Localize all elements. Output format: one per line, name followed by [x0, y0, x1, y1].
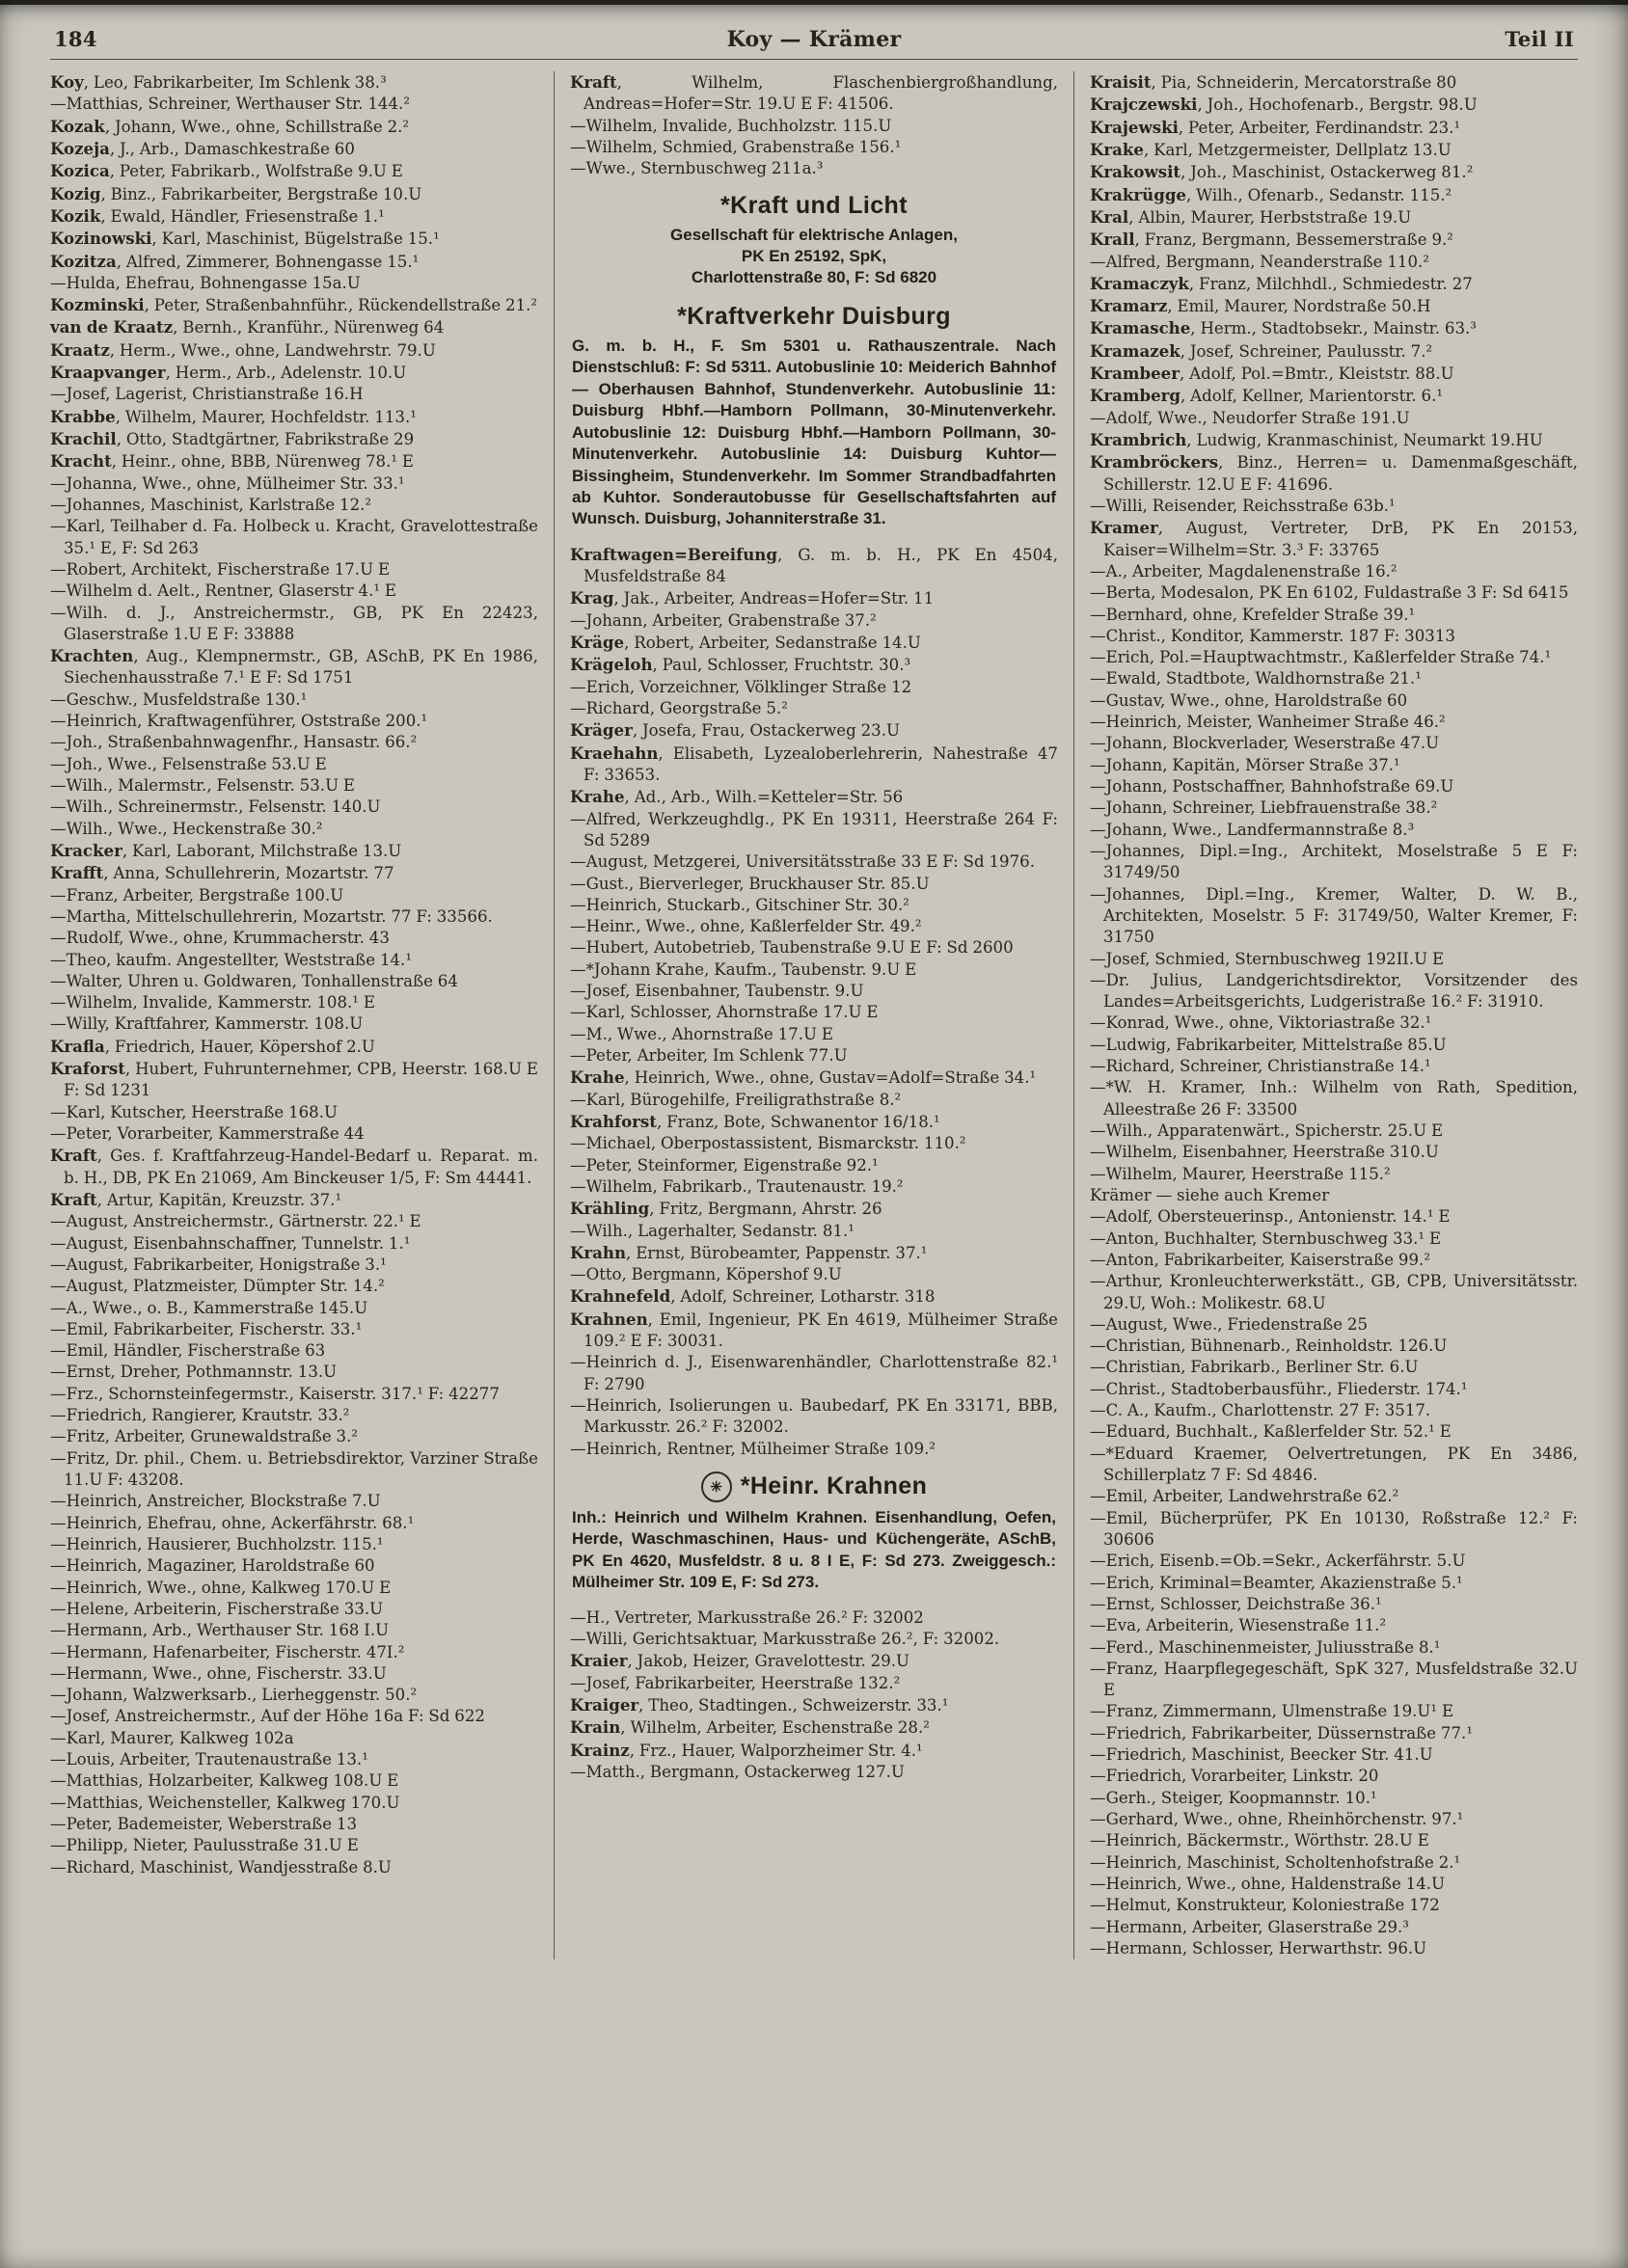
directory-entry: —Christian, Bühnenarb., Reinholdstr. 126.U — [1090, 1336, 1448, 1356]
directory-entry: —Helene, Arbeiterin, Fischerstraße 33.U — [50, 1599, 384, 1618]
entry-surname: Krahnen — [570, 1309, 648, 1329]
entry-surname: Krachten — [50, 646, 134, 666]
entry-surname: Kracht — [50, 451, 112, 472]
ad-title-row — [572, 303, 1056, 331]
entry-surname: Krafla — [50, 1036, 105, 1056]
directory-entry: —Matthias, Schreiner, Werthauser Str. 144.² — [50, 94, 410, 114]
entry-surname: Kozik — [50, 205, 101, 226]
directory-entry: —Heinrich, Wwe., ohne, Haldenstraße 14.U — [1090, 1874, 1446, 1893]
directory-entry: Krachten, Aug., Klempnermstr., GB, ASchB, PK En 1986, Siechenhausstraße 7.¹ E F: Sd 1751 — [50, 646, 538, 688]
column-1 — [50, 71, 554, 1959]
directory-entry: Kräge, Robert, Arbeiter, Sedanstraße 14.U — [570, 633, 921, 653]
directory-entry: —Emil, Bücherprüfer, PK En 10130, Roßstraße 12.² F: 30606 — [1090, 1508, 1578, 1549]
directory-entry: —Emil, Arbeiter, Landwehrstraße 62.² — [1090, 1487, 1399, 1506]
directory-entry: Kozinowski, Karl, Maschinist, Bügelstraße 15.¹ — [50, 229, 440, 249]
directory-entry: —Josef, Anstreichermstr., Auf der Höhe 16a F: Sd 622 — [50, 1707, 485, 1726]
entry-surname: Krahe — [570, 787, 625, 807]
entry-surname: Kräge — [570, 633, 625, 653]
directory-entry: Kraier, Jakob, Heizer, Gravelottestr. 29.U — [570, 1651, 910, 1671]
entry-surname: Krall — [1090, 230, 1135, 250]
entry-surname: Krambrich — [1090, 430, 1187, 449]
directory-entry: —Adolf, Obersteuerinsp., Antonienstr. 14.¹ E — [1090, 1207, 1451, 1227]
entry-surname: Kraier — [570, 1651, 628, 1671]
directory-entry: —Johann, Blockverlader, Weserstraße 47.U — [1090, 734, 1440, 753]
scan-edge — [0, 0, 1628, 5]
directory-entry: —August, Metzgerei, Universitätsstraße 33 E F: Sd 1976. — [570, 852, 1035, 872]
directory-entry: Krajewski, Peter, Arbeiter, Ferdinandstr. 23.¹ — [1090, 117, 1461, 137]
directory-entry: —Johanna, Wwe., ohne, Mülheimer Str. 33.¹ — [50, 473, 405, 493]
directory-entry: —Erich, Vorzeichner, Völklinger Straße 12 — [570, 677, 912, 696]
entry-surname: Kraatz — [50, 339, 110, 360]
directory-entry: Kraft, Ges. f. Kraftfahrzeug-Handel-Bedarf u. Reparat. m. b. H., DB, PK En 21069, Am Binckeuser 1/5, F: Sm 44441. — [50, 1146, 538, 1187]
directory-entry: Kräger, Josefa, Frau, Ostackerweg 23.U — [570, 720, 900, 741]
directory-entry: —Wilh., Apparatenwärt., Spicherstr. 25.U E — [1090, 1121, 1444, 1140]
directory-entry: —Johannes, Dipl.=Ing., Architekt, Moselstraße 5 E F: 31749/50 — [1090, 841, 1578, 882]
directory-entry: Kramberg, Adolf, Kellner, Marientorstr. 6.¹ — [1090, 386, 1444, 406]
directory-entry: —Hubert, Autobetrieb, Taubenstraße 9.U E F: Sd 2600 — [570, 938, 1014, 958]
directory-entry: —August, Eisenbahnschaffner, Tunnelstr. 1.¹ — [50, 1233, 411, 1253]
directory-entry: —Wilh., Malermstr., Felsenstr. 53.U E — [50, 776, 356, 795]
entry-surname: Kraft — [570, 72, 617, 92]
directory-entry: Kral, Albin, Maurer, Herbststraße 19.U — [1090, 206, 1412, 227]
directory-entry: —Theo, kaufm. Angestellter, Weststraße 14.¹ — [50, 950, 412, 969]
directory-entry: —Konrad, Wwe., ohne, Viktoriastraße 32.¹ — [1090, 1013, 1432, 1033]
entry-surname: Kozak — [50, 116, 105, 136]
directory-entry: —Berta, Modesalon, PK En 6102, Fuldastraße 3 F: Sd 6415 — [1090, 583, 1569, 603]
directory-entry: —Erich, Kriminal=Beamter, Akazienstraße 5.¹ — [1090, 1573, 1463, 1592]
directory-entry: —August, Platzmeister, Dümpter Str. 14.² — [50, 1277, 385, 1296]
directory-entry: Krägeloh, Paul, Schlosser, Fruchtstr. 30.³ — [570, 655, 911, 675]
entry-surname: Krakrügge — [1090, 184, 1186, 204]
directory-entry: —Philipp, Nieter, Paulusstraße 31.U E — [50, 1836, 359, 1855]
directory-entry: —Emil, Fabrikarbeiter, Fischerstr. 33.¹ — [50, 1319, 363, 1338]
directory-entry: —Gerh., Steiger, Koopmannstr. 10.¹ — [1090, 1788, 1377, 1807]
ad-body: Inh.: Heinrich und Wilhelm Krahnen. Eisenhandlung, Oefen, Herde, Waschmaschinen, Haus- und Küchengeräte, ASchB, PK En 4620, Musfeldstr. 8 u. 8 I E, F: Sd 273. Zweiggesch.: Mülheimer Str. 109 E, F: Sd 273. — [572, 1507, 1056, 1592]
directory-entry: —Matthias, Weichensteller, Kalkweg 170.U — [50, 1793, 400, 1812]
directory-entry: Kozica, Peter, Fabrikarb., Wolfstraße 9.U E — [50, 161, 403, 181]
directory-entry: Kozminski, Peter, Straßenbahnführ., Rückendellstraße 21.² — [50, 295, 538, 315]
directory-entry: —A., Arbeiter, Magdalenenstraße 16.² — [1090, 561, 1397, 580]
entry-surname: Kozica — [50, 161, 110, 181]
entry-surname: Kozitza — [50, 251, 117, 271]
directory-entry: —Karl, Teilhaber d. Fa. Holbeck u. Kracht, Gravelottestraße 35.¹ E, F: Sd 263 — [50, 517, 538, 557]
page-header — [50, 25, 1578, 60]
directory-entry: —Heinrich, Stuckarb., Gitschiner Str. 30.² — [570, 895, 909, 914]
directory-entry: —Karl, Kutscher, Heerstraße 168.U — [50, 1102, 338, 1121]
directory-entry: —Richard, Maschinist, Wandjesstraße 8.U — [50, 1857, 392, 1876]
directory-entry: —Wilh. d. J., Anstreichermstr., GB, PK En 22423, Glaserstraße 1.U E F: 33888 — [50, 603, 538, 643]
directory-entry: Krabbe, Wilhelm, Maurer, Hochfeldstr. 113.¹ — [50, 406, 417, 426]
entry-surname: Kramer — [1090, 518, 1158, 538]
entry-surname: Kraftwagen=Bereifung — [570, 544, 777, 564]
directory-entry: —Wilhelm, Invalide, Kammerstr. 108.¹ E — [50, 993, 375, 1012]
entry-surname: Kramasche — [1090, 318, 1191, 338]
directory-entry: Krahn, Ernst, Bürobeamter, Pappenstr. 37.¹ — [570, 1242, 928, 1262]
directory-entry: —*Johann Krahe, Kaufm., Taubenstr. 9.U E — [570, 959, 917, 979]
directory-entry: —Ferd., Maschinenmeister, Juliusstraße 8.¹ — [1090, 1637, 1441, 1657]
directory-entry: —Franz, Haarpflegegeschäft, SpK 327, Musfeldstraße 32.U E — [1090, 1659, 1578, 1700]
directory-entry: —Otto, Bergmann, Köpershof 9.U — [570, 1265, 842, 1284]
entry-surname: Kracker — [50, 840, 122, 860]
ad-body-line: PK En 25192, SpK, — [741, 247, 887, 265]
directory-entry: —Josef, Eisenbahner, Taubenstr. 9.U — [570, 982, 864, 1001]
directory-entry: —Heinrich, Isolierungen u. Baubedarf, PK En 33171, BBB, Markusstr. 26.² F: 32002. — [570, 1396, 1058, 1437]
entry-surname: Krambröckers — [1090, 452, 1219, 472]
directory-entry: —Gerhard, Wwe., ohne, Rheinhörchenstr. 97.¹ — [1090, 1810, 1464, 1828]
directory-entry: —August, Wwe., Friedenstraße 25 — [1090, 1314, 1369, 1334]
entry-surname: Krambeer — [1090, 364, 1180, 384]
directory-entry: —Fritz, Dr. phil., Chem. u. Betriebsdirektor, Varziner Straße 11.U F: 43208. — [50, 1448, 538, 1489]
directory-entry: —Wilhelm d. Aelt., Rentner, Glaserstr 4.¹ E — [50, 581, 396, 601]
entry-surname: Krain — [570, 1717, 621, 1738]
directory-entry: —Heinrich, Magaziner, Haroldstraße 60 — [50, 1556, 375, 1576]
ad-title: *Heinr. Krahnen — [740, 1472, 928, 1500]
directory-entry: Krahnen, Emil, Ingenieur, PK En 4619, Mülheimer Straße 109.² E F: 30031. — [570, 1309, 1058, 1351]
directory-entry: —Johann, Postschaffner, Bahnhofstraße 69.U — [1090, 777, 1454, 796]
entry-surname: Kozeja — [50, 138, 110, 158]
ad-title-row — [572, 1472, 1056, 1502]
directory-entry: —Johannes, Dipl.=Ing., Kremer, Walter, D. W. B., Architekten, Moselstr. 5 F: 31749/50, Walter Kremer, F: 31750 — [1090, 884, 1578, 947]
directory-entry: —Willi, Reisender, Reichsstraße 63b.¹ — [1090, 496, 1396, 515]
directory-entry: Kramazek, Josef, Schreiner, Paulusstr. 7.² — [1090, 340, 1433, 361]
directory-entry: —Eva, Arbeiterin, Wiesenstraße 11.² — [1090, 1616, 1387, 1635]
directory-entry: —Heinrich d. J., Eisenwarenhändler, Charlottenstraße 82.¹ F: 2790 — [570, 1353, 1058, 1393]
directory-entry: —Karl, Bürogehilfe, Freiligrathstraße 8.² — [570, 1090, 902, 1109]
directory-entry: Krambrich, Ludwig, Kranmaschinist, Neumarkt 19.HU — [1090, 430, 1543, 449]
entry-surname: Krahnefeld — [570, 1286, 671, 1307]
directory-entry: Kramaczyk, Franz, Milchhdl., Schmiedestr. 27 — [1090, 273, 1473, 293]
directory-entry: Kozak, Johann, Wwe., ohne, Schillstraße 2.² — [50, 116, 410, 136]
entry-surname: Kramberg — [1090, 386, 1180, 406]
entry-surname: Kozig — [50, 183, 101, 203]
directory-entry: Krainz, Frz., Hauer, Walporzheimer Str. 4.¹ — [570, 1740, 923, 1760]
directory-entry: —Michael, Oberpostassistent, Bismarckstr. 110.² — [570, 1134, 966, 1153]
entry-surname: Kraft — [50, 1146, 97, 1166]
entry-surname: Kraisit — [1090, 72, 1152, 92]
directory-entry: —Matthias, Holzarbeiter, Kalkweg 108.U E — [50, 1771, 399, 1791]
directory-entry: Kraatz, Herm., Wwe., ohne, Landwehrstr. 79.U — [50, 339, 436, 360]
directory-entry: —Friedrich, Vorarbeiter, Linkstr. 20 — [1090, 1767, 1379, 1786]
directory-entry: Kraft, Artur, Kapitän, Kreuzstr. 37.¹ — [50, 1189, 342, 1209]
entry-surname: Krahforst — [570, 1111, 657, 1131]
directory-entry: —Adolf, Wwe., Neudorfer Straße 191.U — [1090, 408, 1410, 427]
directory-entry: —Erich, Pol.=Hauptwachtmstr., Kaßlerfelder Straße 74.¹ — [1090, 648, 1552, 667]
directory-entry: Krahe, Ad., Arb., Wilh.=Ketteler=Str. 56 — [570, 787, 904, 807]
directory-entry: —Heinrich, Maschinist, Scholtenhofstraße 2.¹ — [1090, 1852, 1461, 1872]
directory-entry: —Alfred, Bergmann, Neanderstraße 110.² — [1090, 252, 1429, 271]
entry-surname: Krakowsit — [1090, 162, 1181, 182]
directory-entry: —Louis, Arbeiter, Trautenaustraße 13.¹ — [50, 1750, 368, 1769]
directory-entry: Krake, Karl, Metzgermeister, Dellplatz 13.U — [1090, 139, 1452, 159]
directory-entry: Krambröckers, Binz., Herren= u. Damenmaßgeschäft, Schillerstr. 12.U E F: 41696. — [1090, 452, 1578, 494]
entry-surname: Kozminski — [50, 295, 145, 315]
directory-entry: —Heinr., Wwe., ohne, Kaßlerfelder Str. 49.² — [570, 917, 922, 936]
entry-surname: Krachil — [50, 429, 117, 448]
ad-body-line: Gesellschaft für elektrische Anlagen, — [670, 225, 958, 244]
directory-entry: —Frz., Schornsteinfegermstr., Kaiserstr. 317.¹ F: 42277 — [50, 1384, 500, 1403]
directory-entry: —Heinrich, Kraftwagenführer, Oststraße 200.¹ — [50, 712, 428, 731]
directory-entry: Kraiger, Theo, Stadtingen., Schweizerstr. 33.¹ — [570, 1694, 949, 1714]
entry-surname: Kramazek — [1090, 340, 1180, 361]
heinr-krahnen-ad — [572, 1472, 1056, 1594]
directory-entry: —Wilh., Lagerhalter, Sedanstr. 81.¹ — [570, 1221, 855, 1240]
directory-entry: —Johannes, Maschinist, Karlstraße 12.² — [50, 495, 372, 514]
entry-surname: Krag — [570, 588, 614, 608]
directory-entry: —Erich, Eisenb.=Ob.=Sekr., Ackerfährstr. 5.U — [1090, 1552, 1466, 1571]
entry-surname: Kral — [1090, 206, 1129, 227]
directory-entry: —Wilh., Wwe., Heckenstraße 30.² — [50, 819, 323, 838]
ad-body-line: Charlottenstraße 80, F: Sd 6820 — [691, 268, 937, 287]
directory-entry: —Ludwig, Fabrikarbeiter, Mittelstraße 85.U — [1090, 1035, 1447, 1054]
directory-entry: —Rudolf, Wwe., ohne, Krummacherstr. 43 — [50, 929, 390, 948]
directory-entry: —Karl, Maurer, Kalkweg 102a — [50, 1728, 294, 1747]
directory-entry: —Franz, Arbeiter, Bergstraße 100.U — [50, 885, 344, 904]
directory-entry: Kraehahn, Elisabeth, Lyzealoberlehrerin, Nahestraße 47 F: 33653. — [570, 742, 1058, 784]
directory-entry: Kozitza, Alfred, Zimmerer, Bohnengasse 15.¹ — [50, 251, 420, 271]
directory-entry: Krambeer, Adolf, Pol.=Bmtr., Kleiststr. 88.U — [1090, 364, 1454, 384]
directory-entry: —Arthur, Kronleuchterwerkstätt., GB, CPB, Universitätsstr. 29.U, Woh.: Molikestr. 68.U — [1090, 1272, 1578, 1312]
column-3 — [1073, 71, 1578, 1959]
directory-entry: —Heinrich, Hausierer, Buchholzstr. 115.¹ — [50, 1534, 384, 1553]
directory-entry: Kramer, August, Vertreter, DrB, PK En 20153, Kaiser=Wilhelm=Str. 3.³ F: 33765 — [1090, 518, 1578, 559]
entry-surname: Krajczewski — [1090, 94, 1198, 115]
directory-entry: Krakowsit, Joh., Maschinist, Ostackerweg 81.² — [1090, 162, 1474, 182]
directory-entry: Kozig, Binz., Fabrikarbeiter, Bergstraße 10.U — [50, 183, 422, 203]
directory-entry: Kozeja, J., Arb., Damaschkestraße 60 — [50, 138, 355, 158]
directory-entry: Krajczewski, Joh., Hochofenarb., Bergstr. 98.U — [1090, 94, 1478, 115]
directory-entry: —Josef, Fabrikarbeiter, Heerstraße 132.² — [570, 1673, 901, 1692]
directory-entry: —Dr. Julius, Landgerichtsdirektor, Vorsitzender des Landes=Arbeitsgerichts, Ludgeristraße 16.² F: 31910. — [1090, 970, 1578, 1012]
directory-entry: Koy, Leo, Fabrikarbeiter, Im Schlenk 38.³ — [50, 72, 387, 92]
directory-entry: —Heinrich, Wwe., ohne, Kalkweg 170.U E — [50, 1578, 392, 1597]
directory-entry: —Robert, Architekt, Fischerstraße 17.U E — [50, 559, 391, 579]
directory-entry: —Helmut, Konstrukteur, Koloniestraße 172 — [1090, 1896, 1440, 1915]
directory-entry: —Johann, Arbeiter, Grabenstraße 37.² — [570, 610, 877, 630]
part-label: Teil II — [1505, 27, 1574, 51]
directory-entry: —August, Anstreichermstr., Gärtnerstr. 22.¹ E — [50, 1212, 421, 1231]
entry-surname: Koy — [50, 72, 84, 92]
kraftverkehr-duisburg-ad — [572, 303, 1056, 530]
entry-surname: van de Kraatz — [50, 317, 174, 338]
directory-entry: —Johann, Walzwerksarb., Lierheggenstr. 50.² — [50, 1686, 418, 1705]
directory-entry: —A., Wwe., o. B., Kammerstraße 145.U — [50, 1298, 368, 1317]
directory-entry: —Hermann, Schlosser, Herwarthstr. 96.U — [1090, 1938, 1427, 1958]
directory-entry: —Wilhelm, Schmied, Grabenstraße 156.¹ — [570, 137, 902, 156]
directory-entry: —Heinrich, Rentner, Mülheimer Straße 109.² — [570, 1439, 936, 1458]
entry-surname: Kraehahn — [570, 742, 659, 763]
entry-surname: Kramaczyk — [1090, 273, 1189, 293]
directory-entry: —Johann, Wwe., Landfermannstraße 8.³ — [1090, 820, 1415, 839]
directory-entry: —Ewald, Stadtbote, Waldhornstraße 21.¹ — [1090, 669, 1422, 688]
directory-entry: —Hermann, Arb., Werthauser Str. 168 I.U — [50, 1621, 390, 1640]
directory-entry: —Peter, Arbeiter, Im Schlenk 77.U — [570, 1046, 848, 1065]
column-2 — [554, 71, 1073, 1959]
directory-entry: —Peter, Vorarbeiter, Kammerstraße 44 — [50, 1124, 365, 1143]
directory-entry: —Heinrich, Meister, Wanheimer Straße 46.² — [1090, 713, 1446, 732]
directory-entry: Krain, Wilhelm, Arbeiter, Eschenstraße 28.² — [570, 1717, 930, 1738]
directory-entry: —Richard, Schreiner, Christianstraße 14.¹ — [1090, 1057, 1431, 1076]
directory-entry: Kozik, Ewald, Händler, Friesenstraße 1.¹ — [50, 205, 385, 226]
directory-entry: —Josef, Lagerist, Christianstraße 16.H — [50, 385, 364, 404]
directory-entry: —Joh., Wwe., Felsenstraße 53.U E — [50, 754, 327, 773]
directory-entry: —Josef, Schmied, Sternbuschweg 192II.U E — [1090, 949, 1445, 968]
directory-entry: —M., Wwe., Ahornstraße 17.U E — [570, 1024, 833, 1043]
directory-entry: —Emil, Händler, Fischerstraße 63 — [50, 1341, 326, 1361]
ad-title-row — [572, 192, 1056, 220]
directory-entry: Kramarz, Emil, Maurer, Nordstraße 50.H — [1090, 296, 1431, 316]
directory-entry: Krakrügge, Wilh., Ofenarb., Sedanstr. 115.² — [1090, 184, 1452, 204]
entry-surname: Kraft — [50, 1189, 97, 1209]
directory-entry: —Heinrich, Anstreicher, Blockstraße 7.U — [50, 1492, 381, 1511]
directory-entry: —Wilh., Schreinermstr., Felsenstr. 140.U — [50, 797, 381, 817]
ad-body: G. m. b. H., F. Sm 5301 u. Rathauszentrale. Nach Dienstschluß: F: Sd 5311. Autobuslinie 10: Meiderich Bahnhof — Oberhausen Bahnhof, Stundenverkehr. Autobuslinie 11: Duisburg Hbhf.—Hamborn Pollmann, 30-Minutenverkehr. Autobuslinie 12: Duisburg Hbhf.—Hamborn Pollmann, 30-Minutenverkehr. Autobuslinie 14: Duisburg Kuhtor—Bissingheim, Stundenverkehr. Im Sommer Strandbadfahrten ab Kuhtor. Sonderautobusse für Gesellschaftsfahrten auf Wunsch. Duisburg, Johanniterstraße 31. — [572, 336, 1056, 528]
directory-entry: Krachil, Otto, Stadtgärtner, Fabrikstraße 29 — [50, 429, 415, 448]
entry-surname: Kraapvanger — [50, 363, 166, 383]
directory-entry: —Peter, Steinformer, Eigenstraße 92.¹ — [570, 1155, 879, 1174]
entry-surname: Krajewski — [1090, 117, 1179, 137]
directory-entry: —Johann, Kapitän, Mörser Straße 37.¹ — [1090, 755, 1400, 774]
directory-entry: —Friedrich, Fabrikarbeiter, Düssernstraße 77.¹ — [1090, 1723, 1473, 1742]
directory-entry: Krafft, Anna, Schullehrerin, Mozartstr. 77 — [50, 863, 394, 883]
directory-entry: —Christian, Fabrikarb., Berliner Str. 6.U — [1090, 1358, 1419, 1377]
directory-entry: —Alfred, Werkzeughdlg., PK En 19311, Heerstraße 264 F: Sd 5289 — [570, 809, 1058, 850]
directory-entry: —Bernhard, ohne, Krefelder Straße 39.¹ — [1090, 605, 1416, 624]
directory-entry: —Matth., Bergmann, Ostackerweg 127.U — [570, 1762, 905, 1781]
directory-entry: Krahnefeld, Adolf, Schreiner, Lotharstr. 318 — [570, 1286, 936, 1307]
directory-entry: —C. A., Kaufm., Charlottenstr. 27 F: 3517. — [1090, 1401, 1431, 1420]
entry-surname: Kräger — [570, 720, 633, 741]
directory-entry: —Friedrich, Maschinist, Beecker Str. 41.U — [1090, 1745, 1433, 1765]
directory-entry: Krahforst, Franz, Bote, Schwanentor 16/18.¹ — [570, 1111, 940, 1131]
ad-title: *Kraft und Licht — [720, 191, 908, 219]
directory-entry: Kraisit, Pia, Schneiderin, Mercatorstraße 80 — [1090, 72, 1457, 92]
directory-entry: —August, Fabrikarbeiter, Honigstraße 3.¹ — [50, 1255, 387, 1274]
directory-entry: Kraapvanger, Herm., Arb., Adelenstr. 10.U — [50, 363, 407, 383]
page-title: Koy — Krämer — [726, 27, 902, 52]
directory-entry: Kraforst, Hubert, Fuhrunternehmer, CPB, Heerstr. 168.U E F: Sd 1231 — [50, 1059, 538, 1100]
directory-entry: van de Kraatz, Bernh., Kranführ., Nürenweg 64 — [50, 317, 445, 338]
directory-entry: —Christ., Konditor, Kammerstr. 187 F: 30313 — [1090, 626, 1455, 645]
directory-entry: —Karl, Schlosser, Ahornstraße 17.U E — [570, 1003, 879, 1022]
directory-entry: —Heinrich, Bäckermstr., Wörthstr. 28.U E — [1090, 1831, 1429, 1850]
directory-entry: —Wilhelm, Eisenbahner, Heerstraße 310.U — [1090, 1143, 1439, 1162]
directory-entry: —Richard, Georgstraße 5.² — [570, 699, 788, 717]
directory-entry: —Johann, Schreiner, Liebfrauenstraße 38.² — [1090, 798, 1438, 818]
directory-entry: —Hermann, Wwe., ohne, Fischerstr. 33.U — [50, 1663, 387, 1683]
directory-entry: —*W. H. Kramer, Inh.: Wilhelm von Rath, Spedition, Alleestraße 26 F: 33500 — [1090, 1078, 1578, 1119]
ad-body — [572, 225, 1056, 289]
directory-entry: Krämer — siehe auch Kremer — [1090, 1185, 1330, 1204]
directory-entry: Krag, Jak., Arbeiter, Andreas=Hofer=Str. 11 — [570, 588, 935, 608]
directory-entry: —Fritz, Arbeiter, Grunewaldstraße 3.² — [50, 1427, 358, 1446]
directory-entry: —Gust., Bierverleger, Bruckhauser Str. 85.U — [570, 874, 930, 893]
directory-columns — [50, 71, 1578, 1959]
directory-entry: —Willi, Gerichtsaktuar, Markusstraße 26.², F: 32002. — [570, 1630, 1000, 1648]
entry-surname: Kozinowski — [50, 229, 152, 249]
directory-entry: Kraft, Wilhelm, Flaschenbiergroßhandlung, Andreas=Hofer=Str. 19.U E F: 41506. — [570, 72, 1058, 114]
directory-entry: —Walter, Uhren u. Goldwaren, Tonhallenstraße 64 — [50, 971, 458, 990]
directory-entry: Krähling, Fritz, Bergmann, Ahrstr. 26 — [570, 1199, 882, 1219]
directory-entry: —Eduard, Buchhalt., Kaßlerfelder Str. 52.¹ E — [1090, 1422, 1452, 1442]
entry-surname: Krähling — [570, 1199, 650, 1219]
directory-entry: Kramasche, Herm., Stadtobsekr., Mainstr. 63.³ — [1090, 318, 1477, 338]
page-number: 184 — [54, 27, 97, 51]
directory-entry: Krahe, Heinrich, Wwe., ohne, Gustav=Adolf=Straße 34.¹ — [570, 1067, 1037, 1088]
directory-entry: —Wwe., Sternbuschweg 211a.³ — [570, 159, 824, 178]
directory-entry: —H., Vertreter, Markusstraße 26.² F: 32002 — [570, 1607, 924, 1627]
directory-entry: —Wilhelm, Fabrikarb., Trautenaustr. 19.² — [570, 1176, 904, 1196]
gear-emblem-icon: ✳ — [701, 1472, 732, 1502]
directory-entry: —Hermann, Hafenarbeiter, Fischerstr. 47I.² — [50, 1642, 405, 1661]
entry-surname: Krägeloh — [570, 655, 653, 675]
directory-entry: Kraftwagen=Bereifung, G. m. b. H., PK En 4504, Musfeldstraße 84 — [570, 544, 1058, 586]
directory-entry: —Wilhelm, Invalide, Buchholzstr. 115.U — [570, 116, 892, 135]
directory-entry: —Wilhelm, Maurer, Heerstraße 115.² — [1090, 1164, 1391, 1183]
entry-surname: Kraforst — [50, 1059, 125, 1079]
directory-entry: —Ernst, Schlosser, Deichstraße 36.¹ — [1090, 1594, 1382, 1613]
directory-entry: —Ernst, Dreher, Pothmannstr. 13.U — [50, 1363, 338, 1382]
entry-surname: Krake — [1090, 139, 1144, 159]
directory-entry: —Willy, Kraftfahrer, Kammerstr. 108.U — [50, 1014, 364, 1034]
directory-entry: —*Eduard Kraemer, Oelvertretungen, PK En 3486, Schillerplatz 7 F: Sd 4846. — [1090, 1444, 1578, 1484]
entry-surname: Krafft — [50, 863, 104, 883]
directory-entry: —Christ., Stadtoberbausführ., Fliederstr. 174.¹ — [1090, 1379, 1468, 1398]
entry-surname: Krahe — [570, 1067, 625, 1088]
directory-entry: —Heinrich, Ehefrau, ohne, Ackerfährstr. 68.¹ — [50, 1513, 415, 1532]
entry-surname: Krahn — [570, 1242, 627, 1262]
entry-surname: Kraiger — [570, 1694, 639, 1714]
entry-surname: Krainz — [570, 1740, 630, 1760]
directory-entry: —Gustav, Wwe., ohne, Haroldstraße 60 — [1090, 690, 1408, 710]
directory-entry: Krall, Franz, Bergmann, Bessemerstraße 9.² — [1090, 230, 1453, 250]
directory-entry: —Geschw., Musfeldstraße 130.¹ — [50, 689, 308, 709]
directory-entry: —Peter, Bademeister, Weberstraße 13 — [50, 1815, 358, 1833]
directory-entry: —Hulda, Ehefrau, Bohnengasse 15a.U — [50, 273, 361, 292]
directory-entry: —Friedrich, Rangierer, Krautstr. 33.² — [50, 1406, 350, 1425]
ad-title: *Kraftverkehr Duisburg — [677, 302, 951, 330]
directory-entry: Kracker, Karl, Laborant, Milchstraße 13.U — [50, 840, 402, 860]
entry-surname: Kramarz — [1090, 296, 1168, 316]
kraft-und-licht-ad — [572, 192, 1056, 289]
entry-surname: Krabbe — [50, 406, 116, 426]
directory-entry: Kracht, Heinr., ohne, BBB, Nürenweg 78.¹ E — [50, 451, 414, 472]
directory-entry: —Hermann, Arbeiter, Glaserstraße 29.³ — [1090, 1917, 1409, 1936]
directory-entry: —Anton, Buchhalter, Sternbuschweg 33.¹ E — [1090, 1228, 1442, 1248]
directory-entry: —Anton, Fabrikarbeiter, Kaiserstraße 99.² — [1090, 1250, 1430, 1269]
directory-entry: —Martha, Mittelschullehrerin, Mozartstr. 77 F: 33566. — [50, 906, 493, 926]
directory-entry: —Joh., Straßenbahnwagenfhr., Hansastr. 66.² — [50, 733, 418, 752]
directory-entry: —Franz, Zimmermann, Ulmenstraße 19.U¹ E — [1090, 1702, 1454, 1721]
directory-entry: Krafla, Friedrich, Hauer, Köpershof 2.U — [50, 1036, 375, 1056]
